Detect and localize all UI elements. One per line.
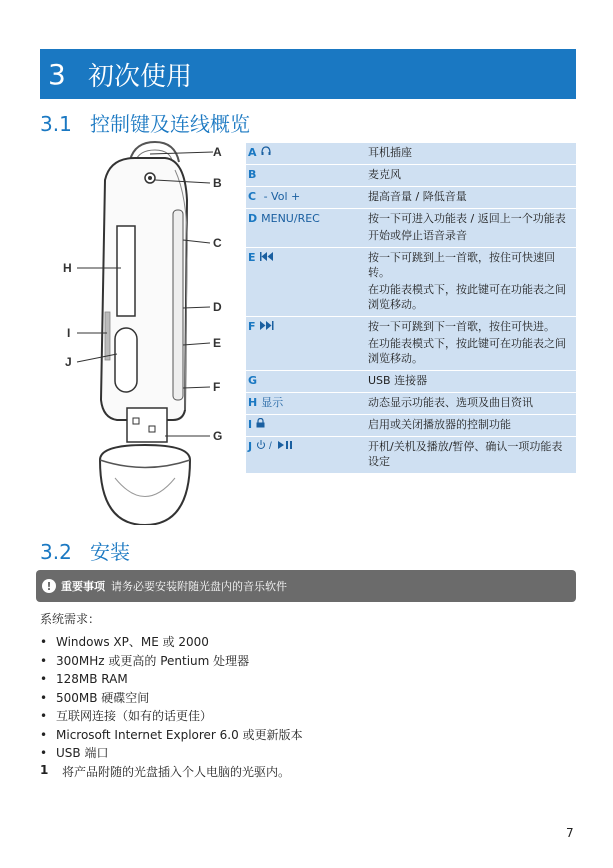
legend-row: [246, 415, 576, 437]
legend-letter: F: [248, 320, 256, 333]
requirements-label: 系统需求：: [40, 612, 101, 626]
legend-key: [246, 373, 368, 390]
legend-description: [368, 319, 576, 368]
legend-letter: H: [248, 396, 258, 409]
headphone-icon: [261, 146, 271, 159]
legend-key: [246, 439, 368, 471]
legend-description-line: USB 连接器: [368, 374, 428, 387]
legend-description-line: 在功能表模式下，按此键可在功能表之间浏览移动。: [368, 337, 566, 365]
callout-e: E: [213, 336, 222, 350]
legend-key-text: 显示: [261, 396, 284, 409]
step-number: 1: [40, 763, 49, 777]
requirement-text: 300MHz 或更高的 Pentium 处理器: [56, 653, 250, 668]
legend-key-text: MENU/REC: [261, 212, 320, 225]
lock-icon: [256, 418, 265, 431]
legend-description-line: 耳机插座: [368, 146, 412, 159]
legend-letter: D: [248, 212, 258, 225]
legend-description-line: 按一下可进入功能表 / 返回上一个功能表: [368, 212, 566, 225]
callout-i: I: [67, 326, 71, 340]
bullet-icon: •: [40, 653, 48, 668]
install-step-1: [40, 763, 290, 780]
requirement-text: 500MB 硬碟空间: [56, 690, 150, 705]
legend-row: [246, 187, 576, 209]
legend-letter: I: [248, 418, 253, 431]
device-illustration: [55, 140, 245, 525]
legend-row: [246, 165, 576, 187]
legend-key: [246, 145, 368, 162]
requirement-text: Windows XP、ME 或 2000: [56, 635, 209, 649]
bullet-icon: •: [40, 746, 48, 760]
legend-description: [368, 189, 576, 206]
callout-b: B: [213, 176, 222, 190]
legend-description-line: 开机/关机及播放/暂停、确认一项功能表设定: [368, 440, 563, 468]
legend-description-line: 在功能表模式下，按此键可在功能表之间浏览移动。: [368, 283, 566, 311]
legend-description: [368, 145, 576, 162]
step-text: 将产品附随的光盘插入个人电脑的光驱内。: [62, 765, 291, 779]
section-title: 安装: [90, 540, 130, 564]
legend-row: [246, 248, 576, 317]
legend-key: [246, 167, 368, 184]
callout-a: A: [213, 145, 222, 159]
legend-key-text: - Vol +: [260, 190, 301, 203]
legend-letter: E: [248, 251, 256, 264]
legend-row: [246, 143, 576, 165]
requirement-text: 互联网连接（如有的话更佳）: [56, 709, 213, 723]
legend-key: [246, 189, 368, 206]
legend-description-line: 按一下可跳到上一首歌，按住可快速回转。: [368, 251, 555, 279]
callout-c: C: [213, 236, 222, 250]
callout-g: G: [213, 429, 223, 443]
legend-row: [246, 393, 576, 415]
callout-j: J: [65, 355, 72, 369]
exclamation-icon: !: [42, 579, 56, 593]
requirement-text: USB 端口: [56, 746, 109, 760]
legend-description-line: 提高音量 / 降低音量: [368, 190, 467, 203]
legend-letter: A: [248, 146, 257, 159]
chapter-number: 3: [48, 57, 66, 91]
svg-text:/: /: [269, 441, 272, 450]
legend-letter: J: [248, 440, 253, 453]
legend-key: [246, 250, 368, 314]
bullet-icon: •: [40, 635, 48, 649]
legend-description-line: 启用或关闭播放器的控制功能: [368, 418, 511, 431]
legend-letter: B: [248, 168, 257, 181]
requirement-text: Microsoft Internet Explorer 6.0 或更新版本: [56, 727, 303, 742]
controls-legend-table: [246, 143, 576, 474]
legend-letter: G: [248, 374, 258, 387]
legend-row: [246, 437, 576, 474]
list-item: [40, 689, 303, 707]
bullet-icon: •: [40, 727, 48, 742]
requirements-list: [40, 633, 303, 763]
list-item: [40, 707, 303, 725]
legend-key: [246, 319, 368, 368]
legend-key: [246, 417, 368, 434]
legend-description-line: 开始或停止语音录音: [368, 229, 467, 242]
legend-description: [368, 417, 576, 434]
legend-row: [246, 317, 576, 371]
legend-description-line: 动态显示功能表、选项及曲目资讯: [368, 396, 533, 409]
section-3-2-heading: [40, 536, 130, 565]
notice-label: 重要事项: [61, 580, 105, 593]
chapter-header: [40, 49, 576, 99]
list-item: [40, 670, 303, 688]
page-number: 7: [566, 826, 574, 840]
bullet-icon: •: [40, 672, 48, 686]
callout-d: D: [213, 300, 222, 314]
legend-description-line: 按一下可跳到下一首歌，按住可快进。: [368, 320, 555, 333]
callout-h: H: [63, 261, 72, 275]
legend-description: [368, 373, 576, 390]
legend-description-line: 麦克风: [368, 168, 401, 181]
legend-description: [368, 395, 576, 412]
power-play-pause-icon: [256, 440, 302, 453]
legend-row: [246, 371, 576, 393]
legend-description: [368, 167, 576, 184]
legend-description: [368, 250, 576, 314]
next-icon: [260, 320, 274, 333]
bullet-icon: •: [40, 709, 48, 723]
notice-text: 请务必要安装附随光盘内的音乐软件: [111, 580, 287, 593]
previous-icon: [260, 251, 274, 264]
section-3-1-heading: [40, 108, 250, 137]
section-title: 控制键及连线概览: [90, 112, 250, 136]
section-number: 3.2: [40, 540, 72, 564]
requirement-text: 128MB RAM: [56, 672, 128, 686]
list-item: [40, 652, 303, 670]
chapter-title: 初次使用: [88, 61, 193, 92]
bullet-icon: •: [40, 690, 48, 705]
legend-key: [246, 395, 368, 412]
legend-row: [246, 209, 576, 248]
section-number: 3.1: [40, 112, 72, 136]
callout-f: F: [213, 380, 221, 394]
list-item: [40, 726, 303, 744]
legend-description: [368, 211, 576, 245]
legend-description: [368, 439, 576, 471]
legend-letter: C: [248, 190, 257, 203]
list-item: [40, 744, 303, 762]
list-item: [40, 633, 303, 651]
important-notice: [36, 570, 576, 602]
legend-key: [246, 211, 368, 245]
